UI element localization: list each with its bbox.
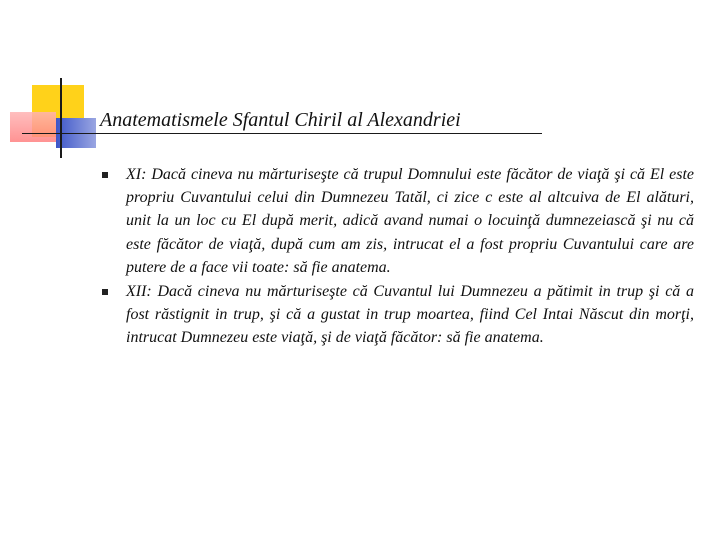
square-bullet-icon xyxy=(102,172,108,178)
square-bullet-icon xyxy=(102,289,108,295)
bullet-list xyxy=(100,163,694,351)
list-item-xi xyxy=(100,163,694,279)
bullet-text-xi: XI: Dacă cineva nu mărturiseşte că trupul Domnului este făcător de viaţă şi că El este propriu Cuvantului celui din Dumnezeu Tatăl, ci zice c este al altcuiva de El alături, unit la un loc cu El după merit, adică avand numai o locuinţă dumnezeiască şi nu că este făcător de viaţă, după cum am zis, intrucat el a fost propriu Cuvantului care are putere de a face vii toate: să fie anatema. xyxy=(126,166,694,276)
title-underline-rule xyxy=(22,133,542,134)
pink-rectangle-decoration xyxy=(10,112,56,142)
slide-title: Anatematismele Sfantul Chiril al Alexandriei xyxy=(100,109,461,131)
list-item-xii xyxy=(100,280,694,350)
decorative-corner-graphic xyxy=(0,0,110,170)
bullet-text-xii: XII: Dacă cineva nu mărturiseşte că Cuvantul lui Dumnezeu a pătimit in trup şi că a fost răstignit in trup, şi că a gustat in trup moartea, fiind Cel Intai Născut din morţi, intrucat Dumnezeu este viaţă, şi de viaţă făcător: să fie anatema. xyxy=(126,283,694,347)
vertical-rule-decoration xyxy=(60,78,62,158)
